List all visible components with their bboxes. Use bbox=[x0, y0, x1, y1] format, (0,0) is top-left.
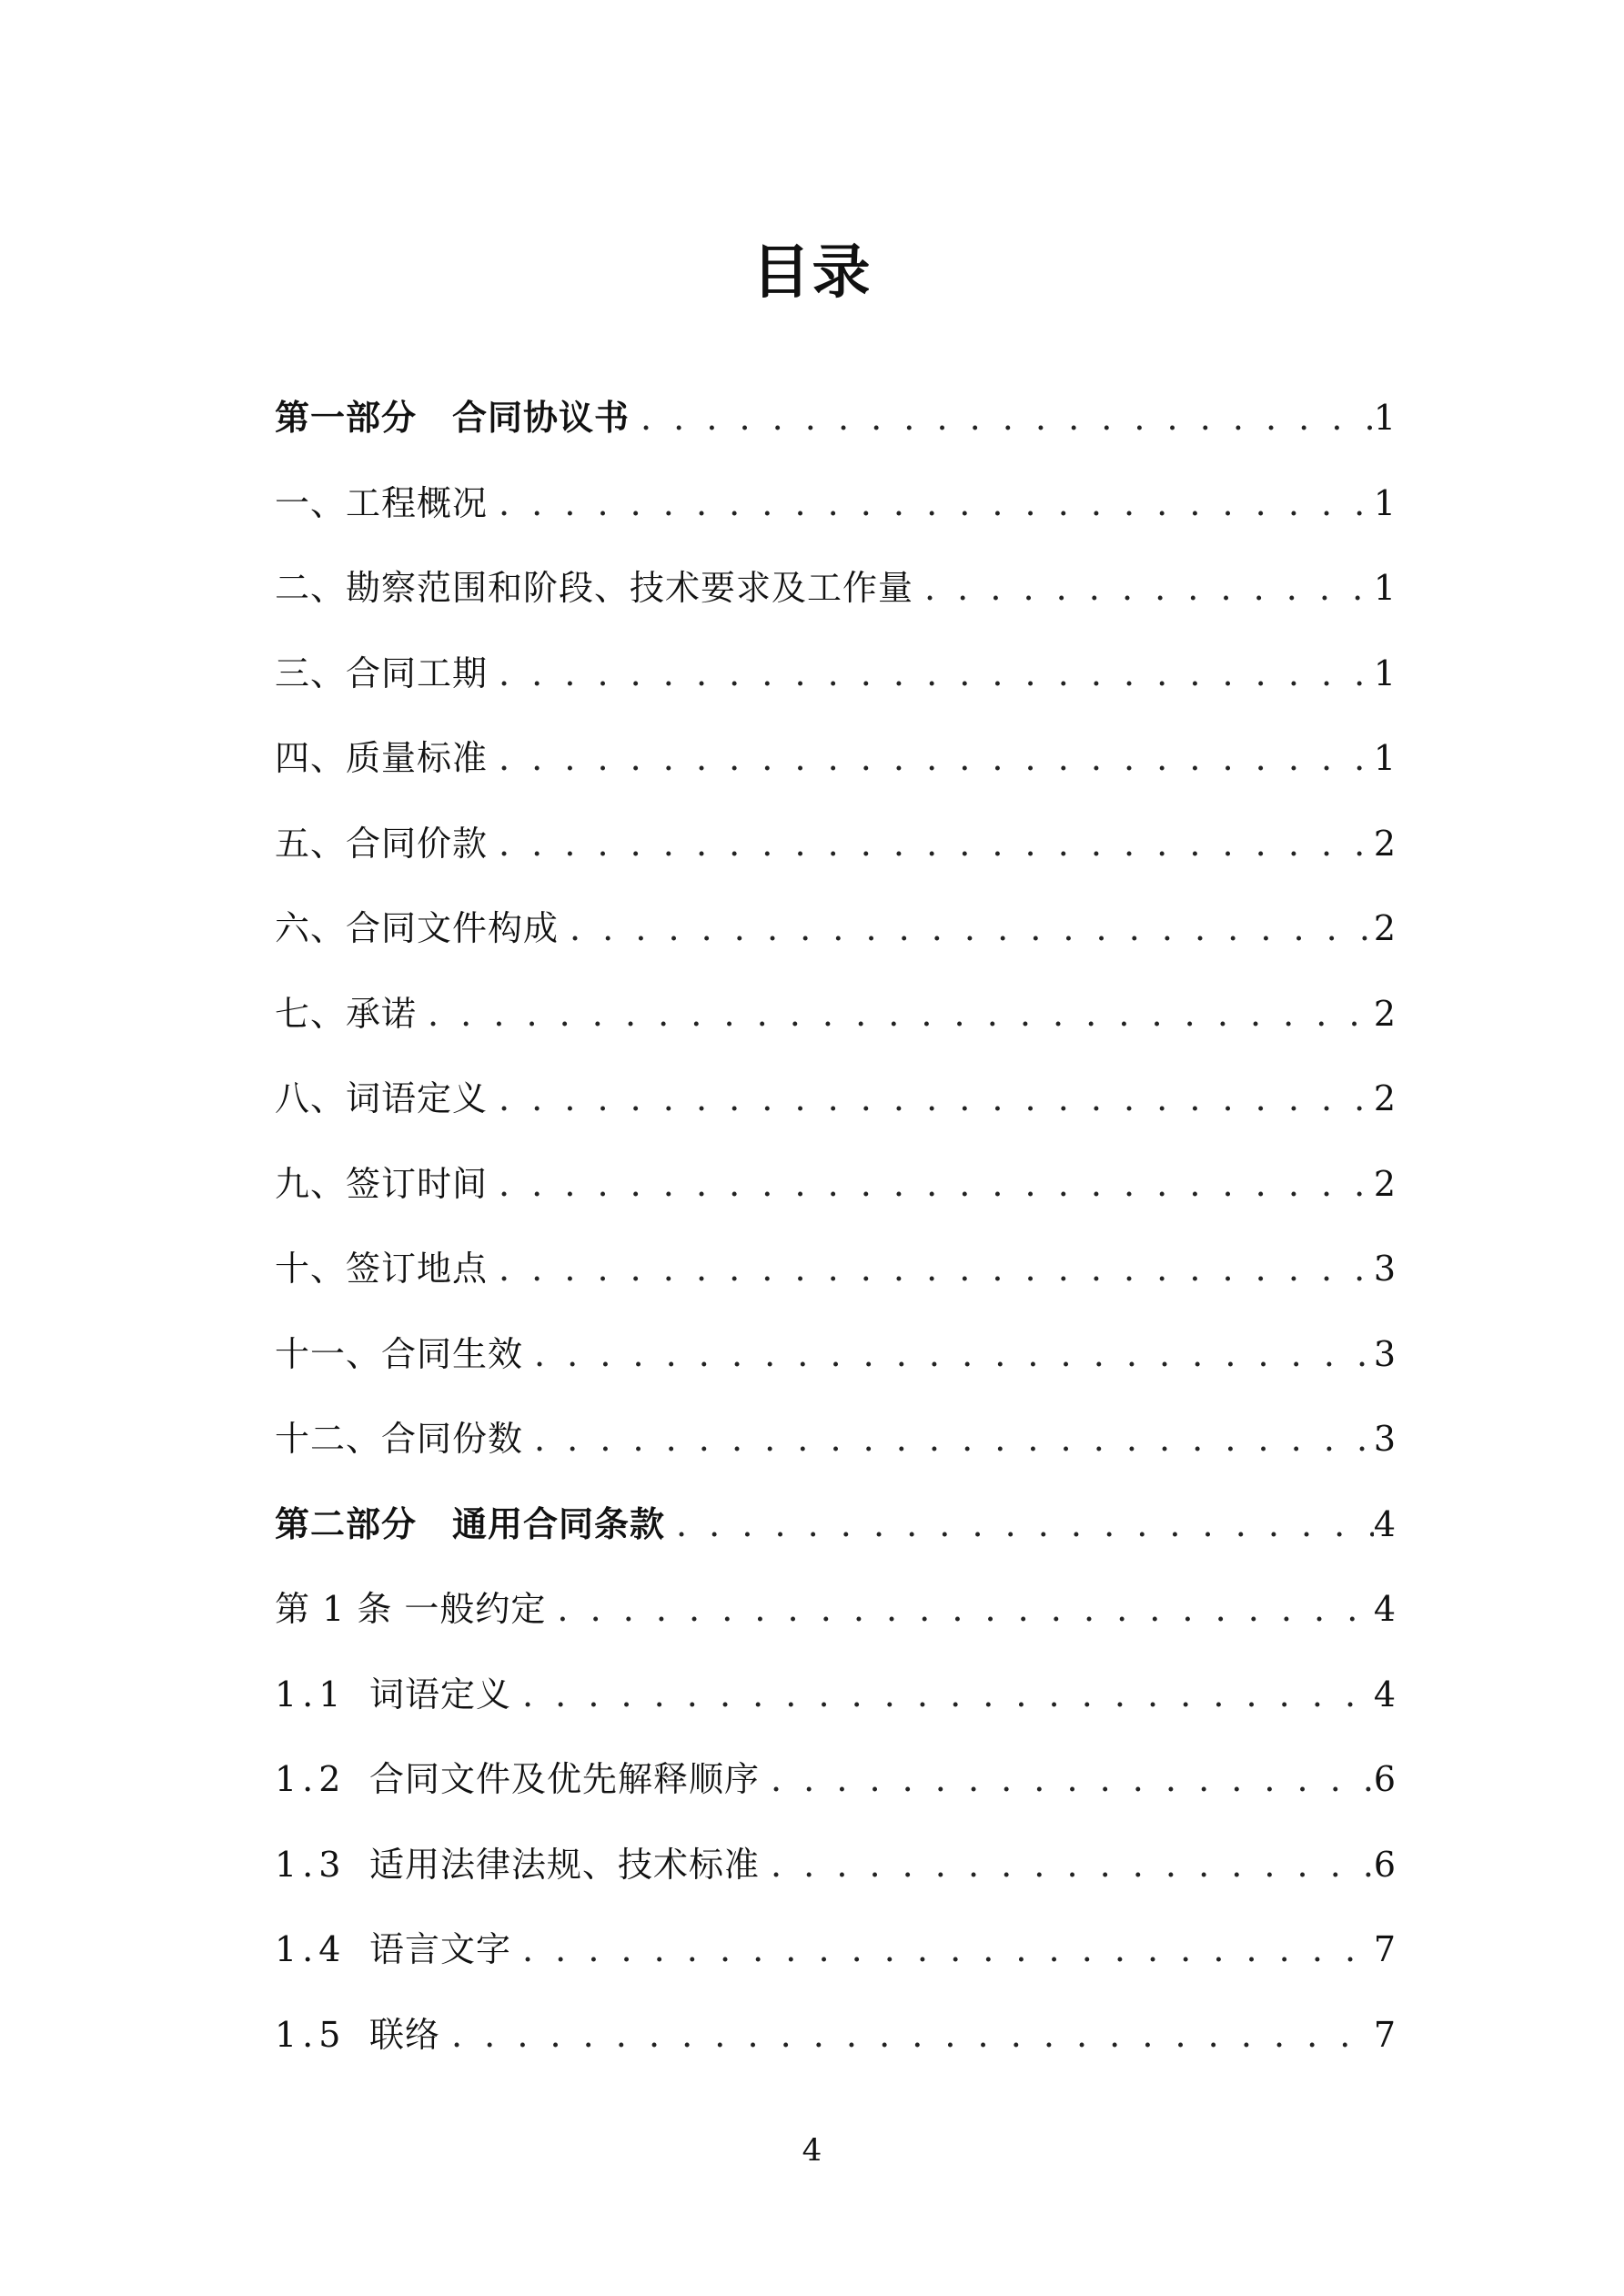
toc-dot-leader bbox=[523, 1312, 1374, 1398]
toc-entry-text: 联络 bbox=[369, 2014, 441, 2055]
toc-entry-page: 2 bbox=[1373, 823, 1396, 864]
toc-entry-page: 1 bbox=[1373, 568, 1396, 608]
toc-entry[interactable] bbox=[275, 1907, 1396, 1993]
toc-entry-text: 合同文件及优先解释顺序 bbox=[369, 1759, 761, 1799]
toc-dot-leader bbox=[760, 1737, 1374, 1823]
toc-entry-page: 6 bbox=[1373, 1844, 1396, 1885]
toc-entry-page: 3 bbox=[1373, 1419, 1396, 1459]
toc-dot-leader bbox=[417, 972, 1374, 1057]
toc-entry-label bbox=[275, 546, 913, 632]
toc-entry[interactable] bbox=[275, 1397, 1396, 1482]
toc-entry-page: 2 bbox=[1373, 1078, 1396, 1118]
toc-entry[interactable] bbox=[275, 1653, 1396, 1738]
toc-dot-leader bbox=[630, 376, 1374, 461]
toc-entry-number: 1.5 bbox=[275, 2014, 347, 2055]
toc-entry-text: 二、勘察范围和阶段、技术要求及工作量 bbox=[275, 568, 914, 608]
toc-entry-text: 第一部分 合同协议书 bbox=[275, 398, 630, 438]
toc-entry-text: 六、合同文件构成 bbox=[275, 908, 560, 948]
toc-entry[interactable] bbox=[275, 1142, 1396, 1228]
toc-dot-leader bbox=[523, 1397, 1374, 1482]
toc-entry[interactable] bbox=[275, 802, 1396, 887]
toc-entry-label bbox=[275, 1567, 546, 1653]
toc-entry[interactable] bbox=[275, 1737, 1396, 1823]
toc-entry[interactable] bbox=[275, 1823, 1396, 1908]
toc-dot-leader bbox=[488, 802, 1374, 887]
toc-entry[interactable] bbox=[275, 1312, 1396, 1398]
toc-entry[interactable] bbox=[275, 546, 1396, 632]
toc-entry-text: 语言文字 bbox=[369, 1929, 512, 1969]
toc-entry-text: 四、质量标准 bbox=[275, 738, 489, 778]
toc-entry-number: 1.2 bbox=[275, 1759, 347, 1799]
toc-entry-label bbox=[275, 1142, 488, 1228]
toc-entry-text: 词语定义 bbox=[369, 1674, 512, 1714]
toc-entry[interactable] bbox=[275, 1567, 1396, 1653]
toc-dot-leader bbox=[488, 1142, 1374, 1228]
toc-entry-label bbox=[275, 972, 417, 1057]
toc-entry-label bbox=[275, 1653, 511, 1738]
toc-entry[interactable] bbox=[275, 1482, 1396, 1568]
toc-dot-leader bbox=[546, 1567, 1373, 1653]
toc-entry-text: 适用法律法规、技术标准 bbox=[369, 1844, 761, 1885]
page-number: 4 bbox=[802, 2132, 822, 2169]
toc-entry-page: 4 bbox=[1373, 1674, 1396, 1714]
toc-entry-text: 七、承诺 bbox=[275, 993, 418, 1034]
toc-entry-text: 一、工程概况 bbox=[275, 482, 489, 523]
toc-list bbox=[275, 376, 1396, 2078]
toc-dot-leader bbox=[488, 1227, 1374, 1312]
toc-title: 目录 bbox=[751, 239, 873, 307]
toc-entry-text: 十二、合同份数 bbox=[275, 1419, 524, 1459]
toc-entry-label bbox=[275, 461, 488, 547]
toc-entry-label bbox=[275, 1907, 511, 1993]
toc-dot-leader bbox=[488, 716, 1374, 802]
toc-dot-leader bbox=[511, 1907, 1374, 1993]
toc-entry-page: 1 bbox=[1373, 738, 1396, 778]
toc-entry-text: 三、合同工期 bbox=[275, 652, 489, 693]
toc-entry[interactable] bbox=[275, 632, 1396, 717]
toc-dot-leader bbox=[665, 1482, 1374, 1568]
toc-entry[interactable] bbox=[275, 1993, 1396, 2079]
toc-entry-page: 3 bbox=[1373, 1249, 1396, 1289]
toc-entry-number: 1.1 bbox=[275, 1674, 347, 1714]
toc-entry-number: 1.3 bbox=[275, 1844, 347, 1885]
toc-entry-page: 4 bbox=[1373, 1503, 1396, 1544]
toc-dot-leader bbox=[760, 1823, 1374, 1908]
toc-entry-page: 4 bbox=[1373, 1589, 1396, 1629]
toc-entry[interactable] bbox=[275, 886, 1396, 972]
toc-entry-label bbox=[275, 716, 488, 802]
toc-entry-page: 2 bbox=[1373, 1163, 1396, 1204]
toc-entry-label bbox=[275, 886, 559, 972]
toc-entry[interactable] bbox=[275, 1227, 1396, 1312]
toc-dot-leader bbox=[440, 1993, 1374, 2079]
toc-entry-label bbox=[275, 1312, 523, 1398]
toc-entry-page: 3 bbox=[1373, 1333, 1396, 1374]
toc-entry-text: 五、合同价款 bbox=[275, 823, 489, 864]
toc-entry-label bbox=[275, 1482, 665, 1568]
toc-entry[interactable] bbox=[275, 716, 1396, 802]
toc-dot-leader bbox=[559, 886, 1374, 972]
toc-entry-text: 十、签订地点 bbox=[275, 1249, 489, 1289]
toc-entry-text: 第二部分 通用合同条款 bbox=[275, 1503, 666, 1544]
toc-dot-leader bbox=[488, 632, 1374, 717]
toc-entry[interactable] bbox=[275, 1057, 1396, 1142]
toc-entry-label bbox=[275, 802, 488, 887]
toc-entry-label bbox=[275, 1823, 760, 1908]
toc-entry-label bbox=[275, 1057, 488, 1142]
toc-entry-page: 7 bbox=[1373, 2014, 1396, 2055]
toc-entry-label bbox=[275, 376, 630, 461]
toc-entry-page: 2 bbox=[1373, 908, 1396, 948]
toc-entry-page: 6 bbox=[1373, 1759, 1396, 1799]
toc-entry-label bbox=[275, 1397, 523, 1482]
toc-entry-text: 九、签订时间 bbox=[275, 1163, 489, 1204]
toc-entry-page: 1 bbox=[1373, 482, 1396, 523]
toc-entry-page: 7 bbox=[1373, 1929, 1396, 1969]
toc-entry-label bbox=[275, 1737, 760, 1823]
toc-entry-label bbox=[275, 1227, 488, 1312]
toc-entry-text: 十一、合同生效 bbox=[275, 1333, 524, 1374]
toc-entry[interactable] bbox=[275, 461, 1396, 547]
toc-entry-number: 1.4 bbox=[275, 1929, 347, 1969]
toc-entry-label bbox=[275, 1993, 440, 2079]
toc-dot-leader bbox=[488, 1057, 1374, 1142]
toc-dot-leader bbox=[488, 461, 1374, 547]
toc-entry-page: 1 bbox=[1373, 652, 1396, 693]
toc-entry-page: 2 bbox=[1373, 993, 1396, 1034]
toc-entry-text: 八、词语定义 bbox=[275, 1078, 489, 1118]
toc-entry-page: 1 bbox=[1373, 398, 1396, 438]
toc-entry-text: 第 1 条 一般约定 bbox=[275, 1589, 547, 1629]
toc-dot-leader bbox=[511, 1653, 1374, 1738]
toc-dot-leader bbox=[913, 546, 1374, 632]
toc-entry-label bbox=[275, 632, 488, 717]
toc-entry[interactable] bbox=[275, 972, 1396, 1057]
toc-entry[interactable] bbox=[275, 376, 1396, 461]
